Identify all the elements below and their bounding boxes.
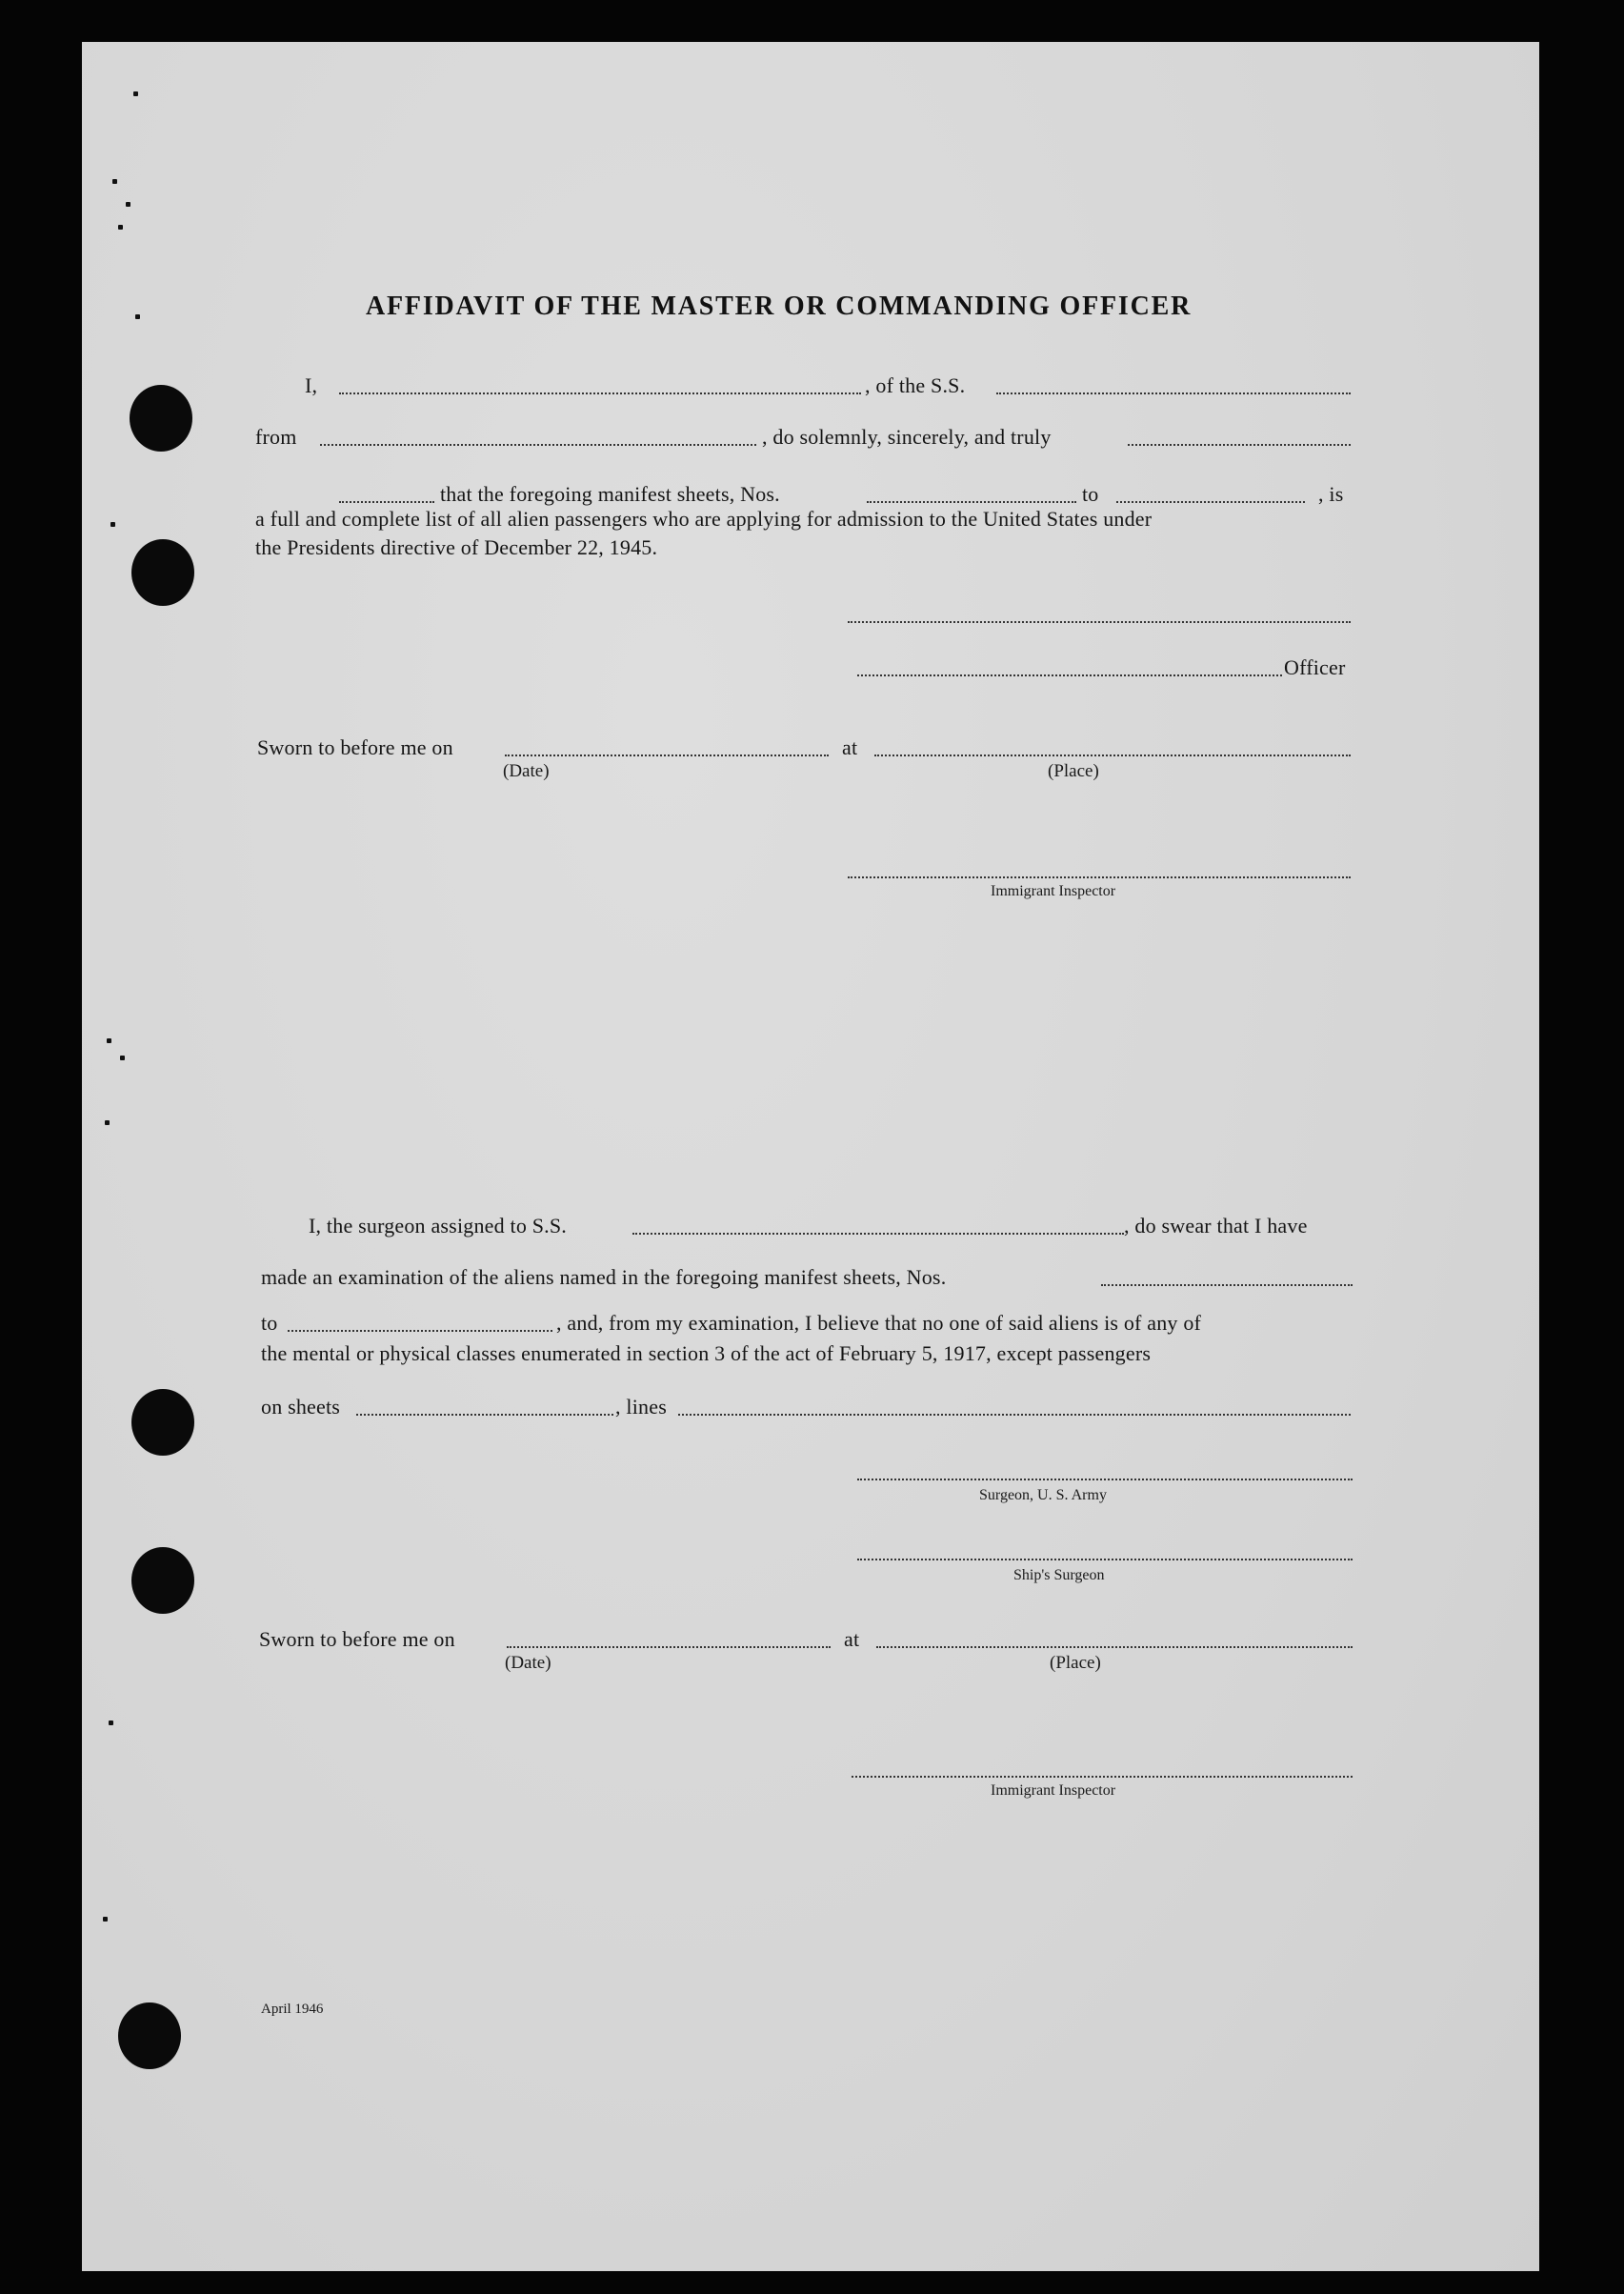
master-sworn-date-blank[interactable] <box>505 755 829 756</box>
master-sworn-text: Sworn to before me on <box>257 735 453 759</box>
master-manifest-text: that the foregoing manifest sheets, Nos. <box>440 482 780 506</box>
surgeon-date-caption: (Date) <box>505 1653 551 1673</box>
master-ship-blank[interactable] <box>996 392 1351 394</box>
surgeon-inspector-label: Immigrant Inspector <box>991 1782 1116 1799</box>
master-inspector-line[interactable] <box>848 876 1351 878</box>
surgeon-sheet-from-blank[interactable] <box>1101 1284 1353 1286</box>
master-is-label: , is <box>1318 482 1344 506</box>
form-date: April 1946 <box>261 2002 324 2017</box>
surgeon-lines-label: , lines <box>615 1395 667 1419</box>
master-name-blank[interactable] <box>339 392 861 394</box>
speck <box>118 225 123 230</box>
speck <box>112 179 117 184</box>
surgeon-ship-blank[interactable] <box>632 1233 1124 1235</box>
army-surgeon-line[interactable] <box>857 1479 1353 1480</box>
affidavit-title: AFFIDAVIT OF THE MASTER OR COMMANDING OFFICER <box>366 292 1193 321</box>
speck <box>120 1056 125 1060</box>
speck <box>135 314 140 319</box>
punch-hole <box>131 1389 194 1456</box>
punch-hole <box>131 539 194 606</box>
master-directive-line: the Presidents directive of December 22, 1945. <box>255 535 658 559</box>
speck <box>110 522 115 527</box>
speck <box>107 1038 111 1043</box>
master-from-blank[interactable] <box>320 444 756 446</box>
surgeon-sheets-blank[interactable] <box>356 1414 613 1416</box>
master-swear-blank[interactable] <box>1128 444 1351 446</box>
officer-signature-line[interactable] <box>857 674 1282 676</box>
surgeon-at-label: at <box>844 1627 860 1651</box>
surgeon-to-label: to <box>261 1311 278 1335</box>
master-line3-blank[interactable] <box>339 501 434 503</box>
speck <box>105 1120 110 1125</box>
speck <box>133 91 138 96</box>
master-swear-text: , do solemnly, sincerely, and truly <box>762 425 1052 449</box>
master-statement-line: a full and complete list of all alien passengers who are applying for admission to the United States under <box>255 507 1153 531</box>
master-signature-line[interactable] <box>848 621 1351 623</box>
master-i-label: I, <box>305 373 318 397</box>
surgeon-line3-rest: , and, from my examination, I believe that no one of said aliens is of any of <box>556 1311 1202 1335</box>
master-sheet-to-blank[interactable] <box>1116 501 1305 503</box>
speck <box>126 202 130 207</box>
surgeon-sworn-text: Sworn to before me on <box>259 1627 455 1651</box>
surgeon-line4: the mental or physical classes enumerated in section 3 of the act of February 5, 1917, except passengers <box>261 1341 1152 1365</box>
master-sheet-from-blank[interactable] <box>867 501 1076 503</box>
surgeon-line2: made an examination of the aliens named in the foregoing manifest sheets, Nos. <box>261 1265 947 1289</box>
surgeon-place-caption: (Place) <box>1050 1653 1101 1673</box>
document-page <box>82 42 1539 2271</box>
master-from-label: from <box>255 425 297 449</box>
surgeon-line1-end: , do swear that I have <box>1124 1214 1308 1238</box>
surgeon-inspector-line[interactable] <box>852 1776 1353 1778</box>
master-inspector-label: Immigrant Inspector <box>991 883 1116 899</box>
surgeon-lines-blank[interactable] <box>678 1414 1351 1416</box>
ship-surgeon-label: Ship's Surgeon <box>1013 1567 1105 1583</box>
punch-hole <box>131 1547 194 1614</box>
punch-hole <box>118 2002 181 2069</box>
surgeon-sheets-label: on sheets <box>261 1395 341 1419</box>
officer-label: Officer <box>1284 655 1346 679</box>
army-surgeon-label: Surgeon, U. S. Army <box>979 1487 1107 1503</box>
punch-hole <box>130 385 192 452</box>
master-sworn-place-blank[interactable] <box>874 755 1351 756</box>
surgeon-line1: I, the surgeon assigned to S.S. <box>309 1214 568 1238</box>
master-at-label: at <box>842 735 858 759</box>
master-to-label: to <box>1082 482 1099 506</box>
surgeon-sworn-place-blank[interactable] <box>876 1646 1353 1648</box>
master-place-caption: (Place) <box>1048 761 1099 781</box>
ship-surgeon-line[interactable] <box>857 1559 1353 1560</box>
master-ss-label: , of the S.S. <box>865 373 966 397</box>
surgeon-sworn-date-blank[interactable] <box>507 1646 831 1648</box>
surgeon-sheet-to-blank[interactable] <box>288 1330 552 1332</box>
master-date-caption: (Date) <box>503 761 550 781</box>
speck <box>103 1917 108 1922</box>
speck <box>109 1720 113 1725</box>
